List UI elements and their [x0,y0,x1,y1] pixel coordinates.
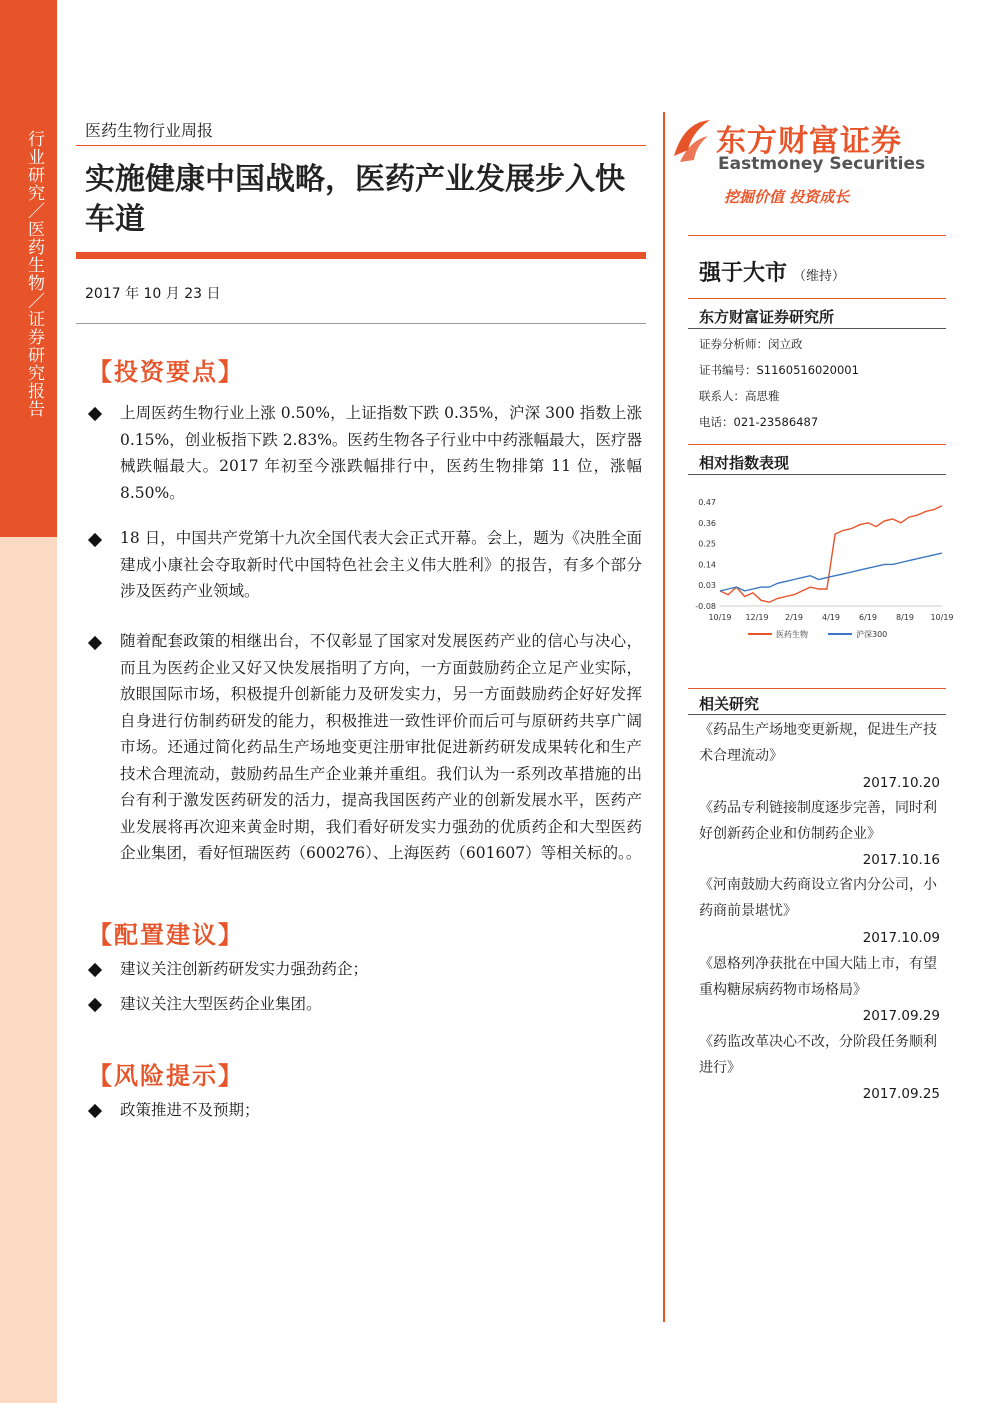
divider [688,235,946,236]
company-logo [670,116,930,176]
slogan: 挖掘价值 投资成长 [724,188,850,206]
sidebar-label: 行业研究／医药生物／证券研究报告 [24,130,44,418]
analyst: 证券分析师：闵立政 [699,337,803,351]
performance-heading: 相对指数表现 [699,454,790,472]
divider [688,298,946,299]
contact: 联系人：高思雅 [699,389,780,403]
related-heading: 相关研究 [699,695,760,713]
bullet-icon [88,533,102,547]
bullet-icon [88,1104,102,1118]
investment-heading: 【投资要点】 [88,357,244,386]
related-date-3: 2017.10.09 [862,930,940,946]
y-tick-label: 0.25 [698,539,716,549]
rating-value: 强于大市 [699,261,788,286]
related-item-4[interactable]: 《恩格列净获批在中国大陆上市，有望重构糖尿病药物市场格局》 [699,956,937,998]
x-tick-label: 4/19 [822,613,840,622]
report-type: 医药生物行业周报 [85,121,214,140]
y-tick-label: 0.47 [698,498,716,507]
investment-point-1: 上周医药生物行业上涨 0.50%，上证指数下跌 0.35%，沪深 300 指数上涨 0.15%，创业板指下跌 2.83%。医药生物各子行业中中药涨幅最大，医疗器械跌幅最大。2017 年初至今涨跌幅排行中，医药生物排第 11 位，涨幅 8.50%。 [120,404,642,502]
divider [688,714,946,715]
title-divider [76,145,646,146]
y-tick-label: 0.14 [698,560,716,570]
y-tick-label: 0.03 [698,581,716,591]
allocation-point-2: 建议关注大型医药企业集团。 [120,995,322,1013]
related-date-4: 2017.09.29 [862,1008,940,1024]
phone: 电话：021-23586487 [699,415,819,429]
x-tick-label: 10/19 [930,613,954,622]
rating-note: （维持） [793,269,846,284]
logo-text-cn: 东方财富证券 [716,124,902,159]
logo-text-en: Eastmoney Securities [718,154,926,174]
x-tick-label: 8/19 [896,613,914,622]
divider [688,444,946,445]
related-item-3[interactable]: 《河南鼓励大药商设立省内分公司，小药商前景堪忧》 [699,877,937,919]
divider [688,474,946,475]
report-date: 2017 年 10 月 23 日 [85,286,221,302]
bullet-icon [88,963,102,977]
bullet-icon [88,407,102,421]
x-tick-label: 10/19 [708,613,732,622]
y-tick-label: 0.36 [698,518,716,528]
allocation-heading: 【配置建议】 [88,920,244,949]
related-item-2[interactable]: 《药品专利链接制度逐步完善，同时利好创新药企业和仿制药企业》 [699,800,937,842]
related-date-1: 2017.10.20 [862,775,940,791]
relative-performance-chart [688,488,954,648]
x-tick-label: 6/19 [859,613,877,622]
logo-icon [670,116,714,166]
x-tick-label: 12/19 [745,613,769,622]
related-date-5: 2017.09.25 [862,1086,940,1102]
institute-name: 东方财富证券研究所 [699,308,835,326]
allocation-point-1: 建议关注创新药研发实力强劲药企； [120,960,369,978]
cert-number: 证书编号：S1160516020001 [699,363,859,377]
bullet-icon [88,998,102,1012]
divider [688,328,946,329]
date-divider [76,323,646,324]
related-item-5[interactable]: 《药监改革决心不改，分阶段任务顺利进行》 [699,1034,937,1076]
divider [688,688,946,689]
rating [699,256,845,287]
related-date-2: 2017.10.16 [862,852,940,868]
risk-point-1: 政策推进不及预期； [120,1101,260,1119]
risk-heading: 【风险提示】 [88,1061,244,1090]
legend-label: 医药生物 [776,630,808,639]
title-underline [76,252,646,259]
x-tick-label: 2/19 [785,613,803,622]
series-line-1 [720,506,942,602]
legend-label: 沪深300 [856,630,888,639]
bullet-icon [88,636,102,650]
page-title: 实施健康中国战略，医药产业发展步入快车道 [85,162,625,237]
column-divider [663,112,665,1322]
y-tick-label: -0.08 [695,602,716,611]
related-item-1[interactable]: 《药品生产场地变更新规，促进生产技术合理流动》 [699,722,937,764]
investment-point-3: 随着配套政策的相继出台，不仅彰显了国家对发展医药产业的信心与决心，而且为医药企业又好又快发展指明了方向，一方面鼓励药企立足产业实际，放眼国际市场，积极提升创新能力及研发实力，另一方面鼓励药企好好发挥自身进行仿制药研发的能力，积极推进一致性评价而后可与原研药共享广阔市场。还通过简化药品生产场地变更注册审批促进新药研发成果转化和生产技术合理流动，鼓励药品生产企业兼并重组。我们认为一系列改革措施的出台有利于激发医药研发的活力，提高我国医药产业的创新发展水平，医药产业发展将再次迎来黄金时期，我们看好研发实力强劲的优质药企和大型医药企业集团，看好恒瑞医药（600276）、上海医药（601607）等相关标的。。 [120,632,642,862]
investment-point-2: 18 日，中国共产党第十九次全国代表大会正式开幕。会上，题为《决胜全面建成小康社会夺取新时代中国特色社会主义伟大胜利》的报告，有多个部分涉及医药产业领域。 [120,529,642,600]
